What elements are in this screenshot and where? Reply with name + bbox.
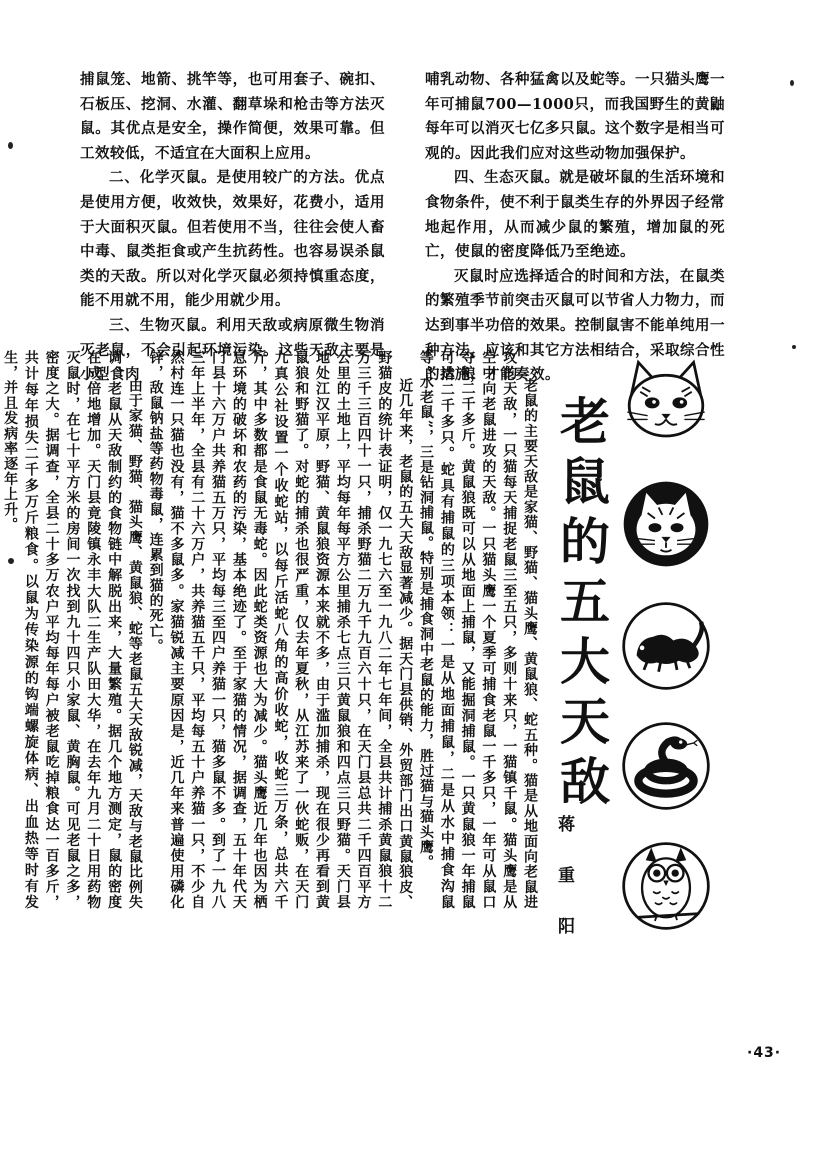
margin-mark bbox=[792, 345, 796, 349]
article-paragraph-3: 由于家猫、野猫、猫头鹰、黄鼠狼、蛇等老鼠五大天敌锐减，天敌与老鼠比例失调，老鼠从天敌制约的食物链中解脱出来，大量繁殖。据几个地方测定，鼠的密度在成倍地增加。天门县竟陵镇永丰大队二生产队田大华，在去年九月二十日用药物灭鼠时，在七十平方米的房间一次找到九十四只小家鼠、黄胸鼠。可见老鼠之多，密度之大。据调查，全县二十多万农户平均每年每户被老鼠吃掉粮食达一百多斤，共计每年损失二千多万斤粮食。以鼠为传染源的钩端螺旋体病、出血热等时有发生，并且发病率逐年上升。 bbox=[2, 350, 143, 910]
top-right-paragraph-1: 哺乳动物、各种猛禽以及蛇等。一只猫头鹰一年可捕鼠700—1000只，而我国野生的黄鼬每年可以消灭七亿多只鼠。这个数字是相当可观的。因此我们应对这些动物加强保护。 bbox=[425, 71, 725, 162]
top-right-paragraph-3: 灭鼠时应选择适合的时间和方法，在鼠类的繁殖季节前突击灭鼠可以节省人力物力，而达到事半功倍的效果。控制鼠害不能单纯用一种方法，应该和其它方法相结合，采取综合性的措施，才能奏效。 bbox=[425, 267, 725, 384]
snake-illustration bbox=[620, 720, 712, 812]
margin-mark bbox=[8, 558, 14, 564]
top-left-paragraph-2: 二、化学灭鼠。是使用较广的方法。优点是使用方便，收效快，效果好，花费小，适用于大面积灭鼠。但若使用不当，往往会使人畜中毒、鼠类拒食或产生抗药性。也容易误杀鼠类的天敌。所以对化学灭鼠必须持慎重态度，能不用就不用，能少用就少用。 bbox=[80, 169, 385, 310]
weasel-illustration bbox=[620, 600, 712, 692]
owl-illustration bbox=[620, 840, 712, 932]
cat-face-illustration bbox=[620, 355, 712, 447]
page-number: ·43· bbox=[747, 1045, 782, 1061]
top-left-paragraph-3: 三、生物灭鼠。利用天敌或病原微生物消灭老鼠，不会引起环境污染。这些天敌主要是小型食肉 bbox=[80, 316, 385, 384]
article-paragraph-1: 老鼠的主要天敌是家猫、野猫、猫头鹰、黄鼠狼、蛇五种。猫是从地面向老鼠进攻的天敌，一只猫每天捕捉老鼠三至五只，多则十来只，一猫镇千鼠。猫头鹰是从空中向老鼠进攻的天敌。一只猫头鹰一个夏季可捕食老鼠一千多只，一年可从鼠口夺粮二千多斤。黄鼠狼既可以从地面上捕鼠，又能掘洞捕鼠。一只黄鼠狼一年捕鼠可达二千多只。蛇具有捕鼠的三项本领：一是从地面捕鼠，二是从水中捕食沟鼠等“水老鼠”，三是钻洞捕鼠。特别是捕食洞中老鼠的能力，胜过猫与猫头鹰。 bbox=[418, 350, 538, 910]
top-left-paragraph-1: 捕鼠笼、地箭、挑竿等，也可用套子、碗扣、石板压、挖洞、水灌、翻草垛和枪击等方法灭鼠。其优点是安全，操作简便，效果可靠。但工效较低，不适宜在大面积上应用。 bbox=[80, 71, 385, 162]
wildcat-face-illustration bbox=[620, 478, 712, 570]
article-body bbox=[2, 350, 540, 910]
margin-mark bbox=[790, 80, 794, 86]
top-right-column bbox=[425, 68, 725, 388]
article-paragraph-2: 近几年来，老鼠的五大天敌显著减少。据天门县供销、外贸部门出口黄鼠狼皮、野猫皮的统计表证明，仅一九七六至一九八二年七年间，全县共计捕杀黄鼠狼十二万三千三百四十一只，捕杀野猫二万九千九百六十只，在天门县总共二千四百平方公里的土地上，平均每年每平方公里捕杀七点三只黄鼠狼和四点三只野猫。天门县地处江汉平原，野猫、黄鼠狼资源本来就不多，由于滥加捕杀，现在很少再看到黄鼠狼和野猫了。对蛇的捕杀也很严重，仅去年夏秋，从江苏来了一伙蛇贩，在天门九真公社设置一个收蛇站，以每斤活蛇八角的高价收蛇，收蛇三万条，总共六千斤，其中多数都是食鼠无毒蛇。因此蛇类资源也大为减少。猫头鹰近几年也因为栖息环境的破坏和农药的污染，基本绝迹了。至于家猫的情况，据调查，五十年代天门县十六万户共养猫五万只，平均每三至四户养猫一只，猫多鼠不多。到了一九八三年上半年，全县有二十六万户，共养猫五千只，平均每五十户养猫一只，不少自然村连一只猫也没有，猫不多鼠多。家猫锐减主要原因是，近几年来普遍使用磷化锌，敌鼠钠盐等药物毒鼠，连累到猫的死亡。 bbox=[147, 350, 414, 910]
margin-mark bbox=[8, 142, 13, 149]
article-author: 蒋 重 阳 bbox=[554, 815, 574, 948]
top-right-paragraph-2: 四、生态灭鼠。就是破坏鼠的生活环境和食物条件，使不利于鼠类生存的外界因子经常地起作用，从而减少鼠的繁殖，增加鼠的死亡，使鼠的密度降低乃至绝迹。 bbox=[425, 169, 725, 261]
top-left-column bbox=[80, 68, 385, 388]
article-title: 老鼠的五大天敌 bbox=[552, 395, 611, 815]
